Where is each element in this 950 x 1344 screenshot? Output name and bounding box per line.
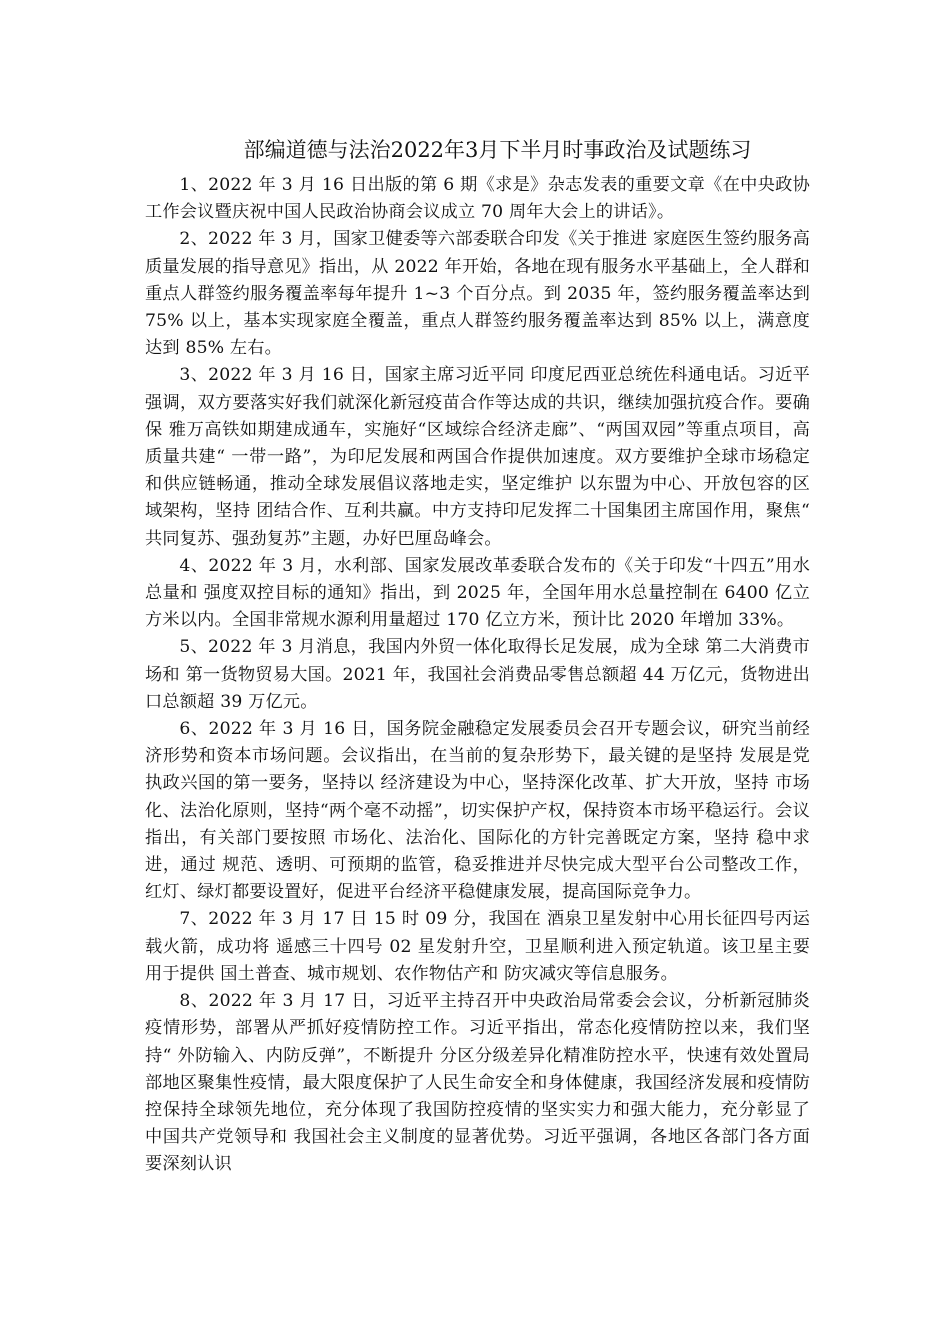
paragraph-1: 1、2022 年 3 月 16 日出版的第 6 期《求是》杂志发表的重要文章《在中央政协工作会议暨庆祝中国人民政治协商会议成立 70 周年大会上的讲话》。 — [145, 175, 810, 223]
paragraph-7: 7、2022 年 3 月 17 日 15 时 09 分，我国在 酒泉卫星发射中心用长征四号丙运载火箭，成功将 遥感三十四号 02 星发射升空，卫星顺利进入预定轨道。该卫星主要用于提供 国土普查、城市规划、农作物估产和 防灾减灾等信息服务。 — [145, 909, 810, 984]
document-title: 部编道德与法治2022年3月下半月时事政治及试题练习 — [243, 138, 752, 162]
paragraph-3: 3、2022 年 3 月 16 日，国家主席习近平同 印度尼西亚总统佐科通电话。习近平强调，双方要落实好我们就深化新冠疫苗合作等达成的共识，继续加强抗疫合作。要确保 雅万高铁如期建成通车，实施好“区域综合经济走廊”、“两国双园”等重点项目，高质量共建“ 一带一路”，为印尼发展和两国合作提供加速度。双方要维护全球市场稳定和供应链畅通，推动全球发展倡议落地走实，坚定维护 以东盟为中心、开放包容的区域架构，坚持 团结合作、互利共赢。中方支持印尼发挥二十国集团主席国作用，聚焦“ 共同复苏、强劲复苏”主题，办好巴厘岛峰会。 — [145, 365, 810, 549]
document-page — [145, 132, 810, 1179]
paragraph-6: 6、2022 年 3 月 16 日，国务院金融稳定发展委员会召开专题会议，研究当前经济形势和资本市场问题。会议指出，在当前的复杂形势下，最关键的是坚持 发展是党执政兴国的第一要务，坚持以 经济建设为中心，坚持深化改革、扩大开放，坚持 市场化、法治化原则，坚持“两个毫不动摇”，切实保护产权，保持资本市场平稳运行。会议指出，有关部门要按照 市场化、法治化、国际化的方针完善既定方案，坚持 稳中求进，通过 规范、透明、可预期的监管，稳妥推进并尽快完成大型平台公司整改工作，红灯、绿灯都要设置好，促进平台经济平稳健康发展，提高国际竞争力。 — [145, 719, 810, 903]
paragraph-2: 2、2022 年 3 月，国家卫健委等六部委联合印发《关于推进 家庭医生签约服务高质量发展的指导意见》指出，从 2022 年开始，各地在现有服务水平基础上，全人群和重点人群签约服务覆盖率每年提升 1~3 个百分点。到 2035 年，签约服务覆盖率达到 75% 以上，基本实现家庭全覆盖，重点人群签约服务覆盖率达到 85% 以上，满意度达到 85% 左右。 — [145, 229, 810, 359]
paragraph-4: 4、2022 年 3 月，水利部、国家发展改革委联合发布的《关于印发“十四五”用水 总量和 强度双控目标的通知》指出，到 2025 年，全国年用水总量控制在 6400 亿立方米以内。全国非常规水源利用量超过 170 亿立方米，预计比 2020 年增加 33%。 — [145, 555, 810, 631]
paragraph-5: 5、2022 年 3 月消息，我国内外贸一体化取得长足发展，成为全球 第二大消费市场和 第一货物贸易大国。2021 年，我国社会消费品零售总额超 44 万亿元，货物进出口总额超 39 万亿元。 — [145, 637, 810, 712]
paragraph-8: 8、2022 年 3 月 17 日，习近平主持召开中央政治局常委会会议，分析新冠肺炎疫情形势，部署从严抓好疫情防控工作。习近平指出，常态化疫情防控以来，我们坚持“ 外防输入、内防反弹”，不断提升 分区分级差异化精准防控水平，快速有效处置局部地区聚集性疫情，最大限度保护了人民生命安全和身体健康，我国经济发展和疫情防控保持全球领先地位，充分体现了我国防控疫情的坚实实力和强大能力，充分彰显了 中国共产党领导和 我国社会主义制度的显著优势。习近平强调，各地区各部门各方面要深刻认识 — [145, 991, 810, 1175]
